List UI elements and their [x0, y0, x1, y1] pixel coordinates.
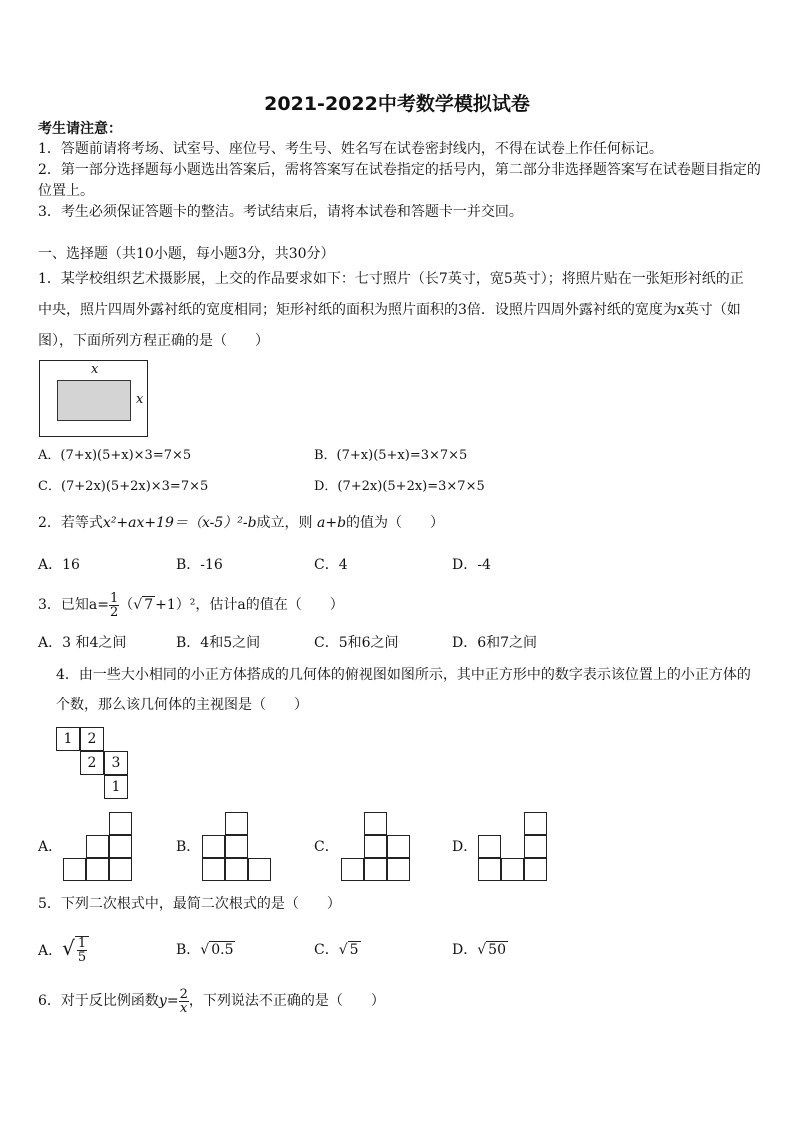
cube-square — [248, 858, 271, 881]
notice-heading: 考生请注意： — [38, 121, 122, 137]
notice-item-1: 1．答题前请将考场、试室号、座位号、考生号、姓名写在试卷密封线内，不得在试卷上作任何标记。 — [38, 141, 663, 157]
q2-option-d[interactable]: D．-4 — [452, 557, 491, 573]
q5-option-b[interactable] — [176, 940, 235, 960]
cube-square — [225, 835, 248, 858]
cube-square — [364, 835, 387, 858]
q5-c-radical: √ 5 — [338, 942, 359, 958]
cube-square — [341, 858, 364, 881]
cube-square — [225, 812, 248, 835]
q3-option-a[interactable]: A．3 和4之间 — [38, 635, 127, 651]
cube-square — [109, 835, 132, 858]
cube-square — [387, 835, 410, 858]
q5-option-c-label: C． — [314, 942, 339, 958]
q1-option-a[interactable]: A．(7+x)(5+x)×3=7×5 — [38, 448, 192, 463]
q1-line-2: 中央，照片四周外露衬纸的宽度相同；矩形衬纸的面积为照片面积的3倍．设照片四周外露衬纸的宽度为x英寸（如 — [38, 302, 741, 318]
q3-frac-num: 1 — [109, 590, 119, 606]
q3-frac-den: 2 — [109, 604, 119, 620]
q3-prefix: 3．已知a= — [38, 597, 109, 613]
cube-square — [86, 858, 109, 881]
q2-stem — [38, 513, 444, 533]
q5-stem: 5．下列二次根式中，最简二次根式的是（ ） — [38, 896, 341, 912]
q4-option-b-label[interactable]: B． — [176, 839, 201, 855]
q5-option-d-label: D． — [452, 942, 478, 958]
notice-item-2-cont: 位置上。 — [38, 183, 94, 199]
page-title: 2021-2022中考数学模拟试卷 — [264, 93, 530, 115]
q1-label-x-right: x — [136, 392, 144, 407]
q5-a-radical: √ $\frac{1}{5}$ — [62, 928, 89, 968]
q3-rest: +1）²，估计a的值在（ ） — [155, 597, 344, 613]
section-heading: 一、选择题（共10小题，每小题3分，共30分） — [38, 246, 335, 262]
cube-square — [387, 858, 410, 881]
cube-square — [524, 835, 547, 858]
grid-cell: 1 — [104, 775, 128, 799]
q3-option-d[interactable]: D．6和7之间 — [452, 635, 538, 651]
q3-paren-open: （ — [119, 597, 134, 613]
q4-line-2: 个数，那么该几何体的主视图是（ ） — [56, 697, 308, 713]
q2-option-b[interactable]: B．-16 — [176, 557, 223, 573]
cube-square — [478, 858, 501, 881]
q1-line-1: 1．某学校组织艺术摄影展，上交的作品要求如下：七寸照片（长7英寸，宽5英寸）；将照片贴在一张矩形衬纸的正 — [38, 271, 744, 287]
q6-y: y — [158, 993, 167, 1009]
q2-prefix: 2．若等式 — [38, 515, 103, 531]
q5-a-num: 1 — [77, 935, 87, 951]
q6-suffix: ，下列说法不正确的是（ ） — [188, 993, 385, 1009]
q1-figure — [39, 360, 148, 437]
grid-cell: 2 — [80, 751, 104, 775]
q3-fraction — [109, 592, 119, 619]
cube-square — [364, 858, 387, 881]
q5-d-radical: √ 50 — [477, 942, 506, 958]
q5-option-a-label: A． — [38, 943, 63, 959]
cube-square — [109, 812, 132, 835]
q5-a-fraction — [75, 936, 89, 964]
cube-square — [501, 858, 524, 881]
q1-photo-rect — [57, 380, 131, 421]
q2-expr: a+b — [317, 515, 347, 531]
q6-equals: = — [166, 993, 179, 1009]
q1-label-x-top: x — [91, 362, 99, 377]
q3-radical: √ 7 — [133, 597, 154, 613]
q3-option-c[interactable]: C．5和6之间 — [314, 635, 399, 651]
q1-option-b[interactable]: B．(7+x)(5+x)=3×7×5 — [314, 448, 468, 463]
cube-square — [86, 835, 109, 858]
q1-option-c[interactable]: C．(7+2x)(5+2x)×3=7×5 — [38, 479, 209, 494]
q4-line-1: 4．由一些大小相同的小正方体搭成的几何体的俯视图如图所示，其中正方形中的数字表示该位置上的小正方体的 — [56, 667, 751, 683]
cube-square — [202, 835, 225, 858]
q2-option-a[interactable]: A．16 — [38, 557, 80, 573]
cube-square — [109, 858, 132, 881]
q5-a-den: 5 — [77, 949, 87, 965]
q1-option-d[interactable]: D．(7+2x)(5+2x)=3×7×5 — [314, 479, 485, 494]
cube-square — [364, 812, 387, 835]
cube-square — [524, 812, 547, 835]
q6-prefix: 6．对于反比例函数 — [38, 993, 159, 1009]
q3-stem — [38, 588, 344, 622]
q1-line-3: 图），下面所列方程正确的是（ ） — [38, 333, 269, 349]
q5-b-value: 0.5 — [211, 942, 234, 958]
q3-option-b[interactable]: B．4和5之间 — [176, 635, 261, 651]
q6-frac-den: x — [180, 1000, 188, 1016]
q3-rad-value: 7 — [144, 597, 154, 613]
cube-square — [63, 858, 86, 881]
cube-square — [225, 858, 248, 881]
q4-option-a-label[interactable]: A． — [38, 839, 63, 855]
notice-item-3: 3．考生必须保证答题卡的整洁。考试结束后，请将本试卷和答题卡一并交回。 — [38, 204, 523, 220]
q2-mid: 成立，则 — [256, 515, 313, 531]
q2-option-c[interactable]: C．4 — [314, 557, 348, 573]
q5-option-c[interactable] — [314, 940, 361, 960]
q4-option-c-label[interactable]: C． — [314, 839, 339, 855]
cube-square — [478, 835, 501, 858]
q6-frac-num: 2 — [179, 986, 188, 1002]
q4-option-d-label[interactable]: D． — [452, 839, 478, 855]
grid-cell: 3 — [104, 751, 128, 775]
grid-cell: 2 — [80, 727, 104, 751]
q5-option-d[interactable] — [452, 940, 508, 960]
cube-square — [202, 858, 225, 881]
q6-stem — [38, 984, 385, 1018]
q5-b-radical: √ 0.5 — [200, 942, 234, 958]
notice-item-2: 2．第一部分选择题每小题选出答案后，需将答案写在试卷指定的括号内，第二部分非选择题答案写在试卷题目指定的 — [38, 162, 761, 178]
q2-suffix: 的值为（ ） — [346, 515, 445, 531]
q2-equation: x²+ax+19＝（x-5）²-b — [102, 515, 257, 531]
q6-fraction — [179, 988, 189, 1015]
q5-c-value: 5 — [349, 942, 359, 958]
q5-d-value: 50 — [488, 942, 506, 958]
q5-option-b-label: B． — [176, 942, 201, 958]
grid-cell: 1 — [56, 727, 80, 751]
q5-option-a[interactable] — [38, 928, 89, 971]
cube-square — [524, 858, 547, 881]
